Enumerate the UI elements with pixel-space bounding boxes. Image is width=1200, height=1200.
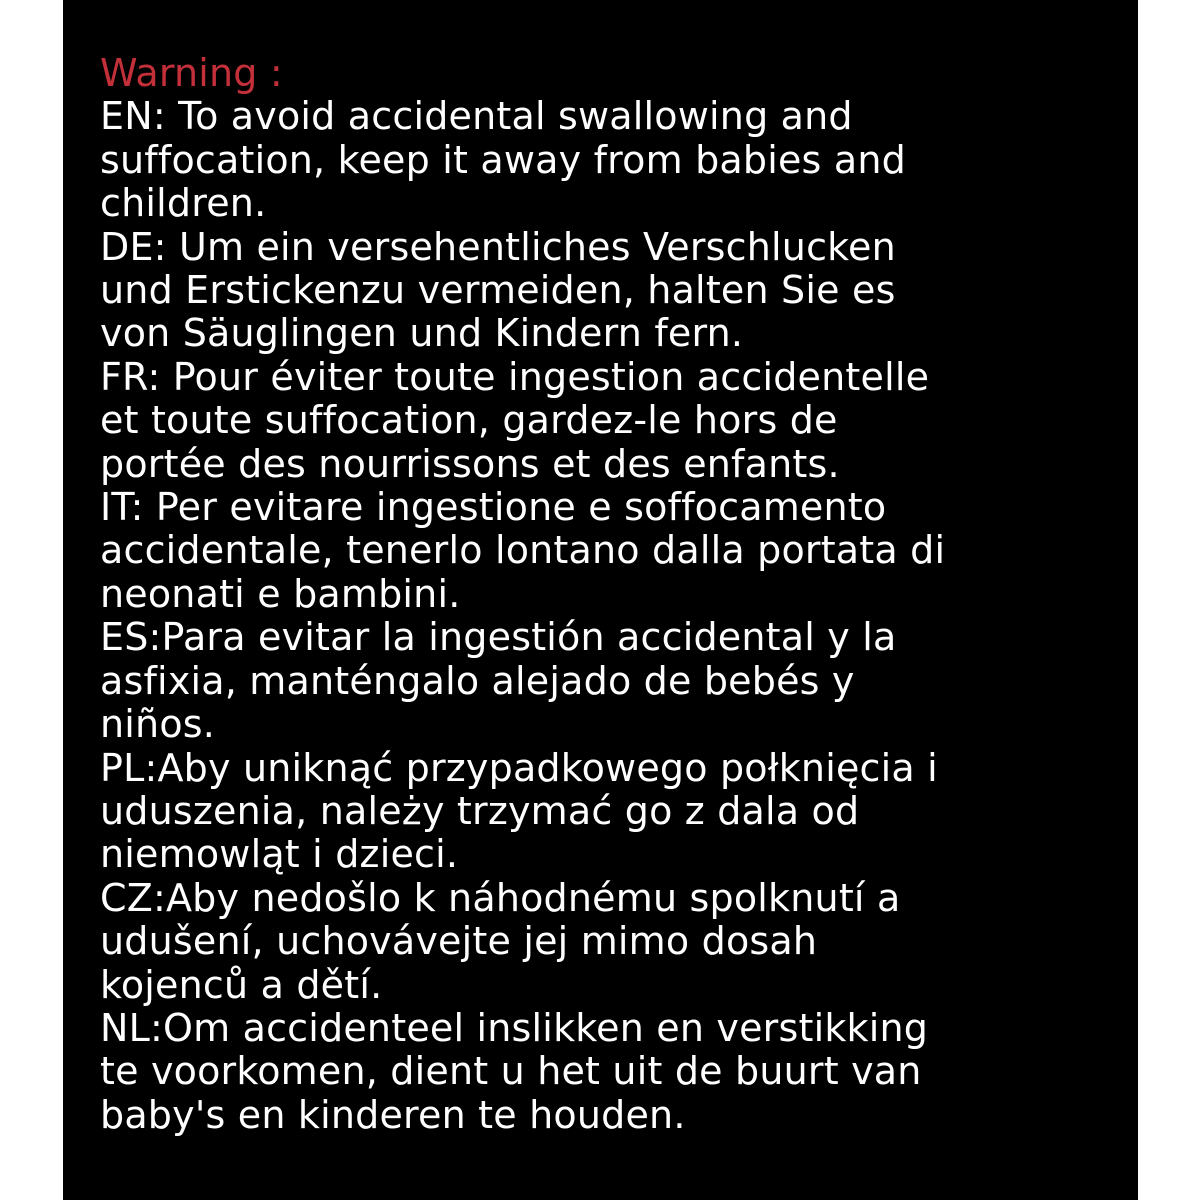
text-line: te voorkomen, dient u het uit de buurt van	[100, 1049, 922, 1094]
text-line: niños.	[100, 702, 216, 747]
text-line: accidentale, tenerlo lontano dalla portata di	[100, 528, 946, 573]
text-line: niemowląt i dzieci.	[100, 832, 459, 877]
text-line: FR: Pour éviter toute ingestion accidentelle	[100, 354, 930, 399]
warning-label-panel	[63, 0, 1138, 1200]
text-line: udušení, uchovávejte jej mimo dosah	[100, 919, 818, 964]
text-line: IT: Per evitare ingestione e soffocamento	[100, 485, 887, 530]
text-line: asfixia, manténgalo alejado de bebés y	[100, 658, 855, 703]
warning-text-block	[100, 52, 1130, 1137]
text-line: und Erstickenzu vermeiden, halten Sie es	[100, 268, 896, 313]
text-line: von Säuglingen und Kindern fern.	[100, 311, 744, 356]
warning-nl	[100, 1007, 1130, 1137]
text-line: uduszenia, należy trzymać go z dala od	[100, 788, 860, 833]
text-line: CZ:Aby nedošlo k náhodnému spolknutí a	[100, 875, 901, 920]
text-line: EN: To avoid accidental swallowing and	[100, 94, 853, 139]
text-line: ES:Para evitar la ingestión accidental y la	[100, 615, 897, 660]
text-line: kojenců a dětí.	[100, 962, 383, 1007]
warning-title: Warning :	[100, 51, 283, 95]
text-line: DE: Um ein versehentliches Verschlucken	[100, 224, 896, 269]
warning-de	[100, 226, 1130, 356]
text-line: NL:Om accidenteel inslikken en verstikking	[100, 1005, 929, 1050]
warning-en	[100, 95, 1130, 225]
warning-fr	[100, 356, 1130, 486]
text-line: et toute suffocation, gardez-le hors de	[100, 398, 838, 443]
text-line: portée des nourrissons et des enfants.	[100, 441, 840, 486]
warning-pl	[100, 747, 1130, 877]
warning-cz	[100, 877, 1130, 1007]
text-line: PL:Aby uniknąć przypadkowego połknięcia i	[100, 745, 938, 790]
text-line: neonati e bambini.	[100, 571, 461, 616]
text-line: baby's en kinderen te houden.	[100, 1092, 686, 1137]
text-line: suffocation, keep it away from babies and	[100, 137, 906, 182]
text-line: children.	[100, 181, 267, 226]
warning-it	[100, 486, 1130, 616]
warning-es	[100, 616, 1130, 746]
